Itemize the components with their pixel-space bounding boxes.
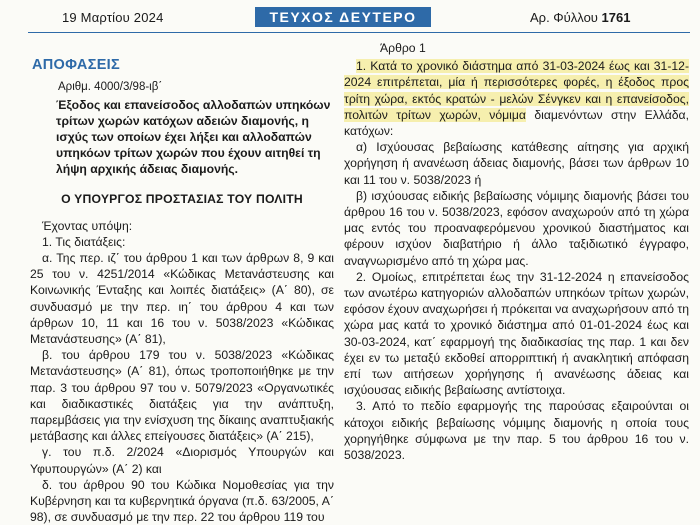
header-rule xyxy=(28,32,690,33)
highlighted-text: 1. Κατά το χρονικό διάστημα από 31-03-2024 έως και 31-12-2024 επιτρέπεται, μία ή περισσότερες φορές, η έξοδος προς τρίτη χώρα, εκτός κρατών - μελών Σένγκεν και η επανείσοδος, πολιτών τρίτων χωρών, νόμιμα xyxy=(344,59,689,122)
provision-a: α. Της περ. ιζ΄ του άρθρου 1 και των άρθρων 8, 9 και 25 του ν. 4251/2014 «Κώδικας Μετανάστευσης και Κοινωνικής Ένταξης και λοιπές διατάξεις» (Α΄ 80), σε συνδυασμό με την περ. ιη΄ του άρθρου 4 και των άρθρων 10, 11 και 16 του ν. 5038/2023 «Κώδικας Μετανάστευσης» (Α΄ 81), xyxy=(30,251,334,347)
article-heading: Άρθρο 1 xyxy=(380,41,426,55)
minister-heading: Ο ΥΠΟΥΡΓΟΣ ΠΡΟΣΤΑΣΙΑΣ ΤΟΥ ΠΟΛΙΤΗ xyxy=(61,192,303,207)
left-column xyxy=(30,40,334,525)
issue-date: 19 Μαρτίου 2024 xyxy=(62,10,164,25)
sheet-number xyxy=(530,10,630,25)
considering-line: Έχοντας υπόψη: xyxy=(42,218,133,233)
issue-banner: ΤΕΥΧΟΣ ΔΕΥΤΕΡΟ xyxy=(255,7,431,27)
provision-d: δ. του άρθρου 90 του Κώδικα Νομοθεσίας για την Κυβέρνηση και τα κυβερνητικά όργανα (π.δ. 63/2005, Α΄ 98), σε συνδυασμό με την περ. 22 του άρθρου 119 του xyxy=(30,477,334,525)
provision-c: γ. του π.δ. 2/2024 «Διορισμός Υπουργών και Υφυπουργών» (Α΄ 2) και xyxy=(30,445,334,476)
section-title: ΑΠΟΦΑΣΕΙΣ xyxy=(32,57,121,73)
sheet-value: 1761 xyxy=(601,10,631,25)
decision-number: Αριθμ. 4000/3/98-ιβ΄ xyxy=(58,81,163,94)
provisions-item: 1. Τις διατάξεις: xyxy=(42,234,126,249)
paragraph-1 xyxy=(344,58,689,139)
provision-b: β. του άρθρου 179 του ν. 5038/2023 «Κώδικας Μετανάστευσης» (Α΄ 81), όπως τροποποιήθηκε με την παρ. 3 του άρθρου 97 του ν. 5079/2023 «Οργανωτικές και διαδικαστικές διατάξεις για την ανάπτυξη, παρεμβάσεις για την ενίσχυση της δίκαιης αναπτυξιακής μετάβασης και άλλες επείγουσες διατάξεις» (Α΄ 215), xyxy=(30,348,334,444)
paragraph-1-rest: διαμενόντων στην Ελλάδα, κατόχων: xyxy=(344,107,689,139)
paragraph-1-a: α) Ισχύουσας βεβαίωσης κατάθεσης αίτησης για αρχική χορήγηση ή ανανέωση άδειας διαμονής, βάσει των άρθρων 10 και 11 του ν. 5038/2023 ή xyxy=(344,140,689,187)
page-header xyxy=(0,0,700,32)
paragraph-1-b: β) ισχύουσας ειδικής βεβαίωσης νόμιμης διαμονής βάσει του άρθρου 16 του ν. 5038/2023, εφόσον αναχωρούν από τη χώρα μας εντός του προαναφερόμενου χρονικού διαστήματος και φέρουν ισχύον διαβατήριο ή άλλο ταξιδιωτικό έγγραφο, αναγνωρισμένο από τη χώρα μας. xyxy=(344,188,689,268)
right-column xyxy=(344,40,689,463)
paragraph-3: 3. Από το πεδίο εφαρμογής της παρούσας εξαιρούνται οι κάτοχοι ειδικής βεβαίωσης νόμιμης διαμονής η οποία τους χορηγήθηκε σύμφωνα με την παρ. 5 του άρθρου 16 του ν. 5038/2023. xyxy=(344,399,689,463)
sheet-label: Αρ. Φύλλου xyxy=(530,10,598,25)
decision-title: Έξοδος και επανείσοδος αλλοδαπών υπηκόων τρίτων χωρών κατόχων αδειών διαμονής, η ισχύς των οποίων έχει λήξει και αλλοδαπών υπηκόων τρίτων χωρών που έχουν αιτηθεί τη λήψη αρχικής άδειας διαμονής. xyxy=(56,98,331,177)
paragraph-2: 2. Ομοίως, επιτρέπεται έως την 31-12-2024 η επανείσοδος των ανωτέρω κατηγοριών αλλοδαπών υπηκόων τρίτων χωρών, εφόσον έχουν αναχωρήσει ή πρόκειται να αναχωρήσουν από τη χώρα μας κατά το χρονικό διάστημα από 01-01-2024 έως και 30-03-2024, κατ΄ εφαρμογή της διαδικασίας της παρ. 1 και δεν έχει εν τω μεταξύ εκδοθεί απορριπτική ή ανακλητική απόφαση επί των αιτήσεων χορήγησης ή ανανέωσης άδειας και ισχύουσας ειδικής βεβαίωσης αντίστοιχα. xyxy=(344,269,689,398)
